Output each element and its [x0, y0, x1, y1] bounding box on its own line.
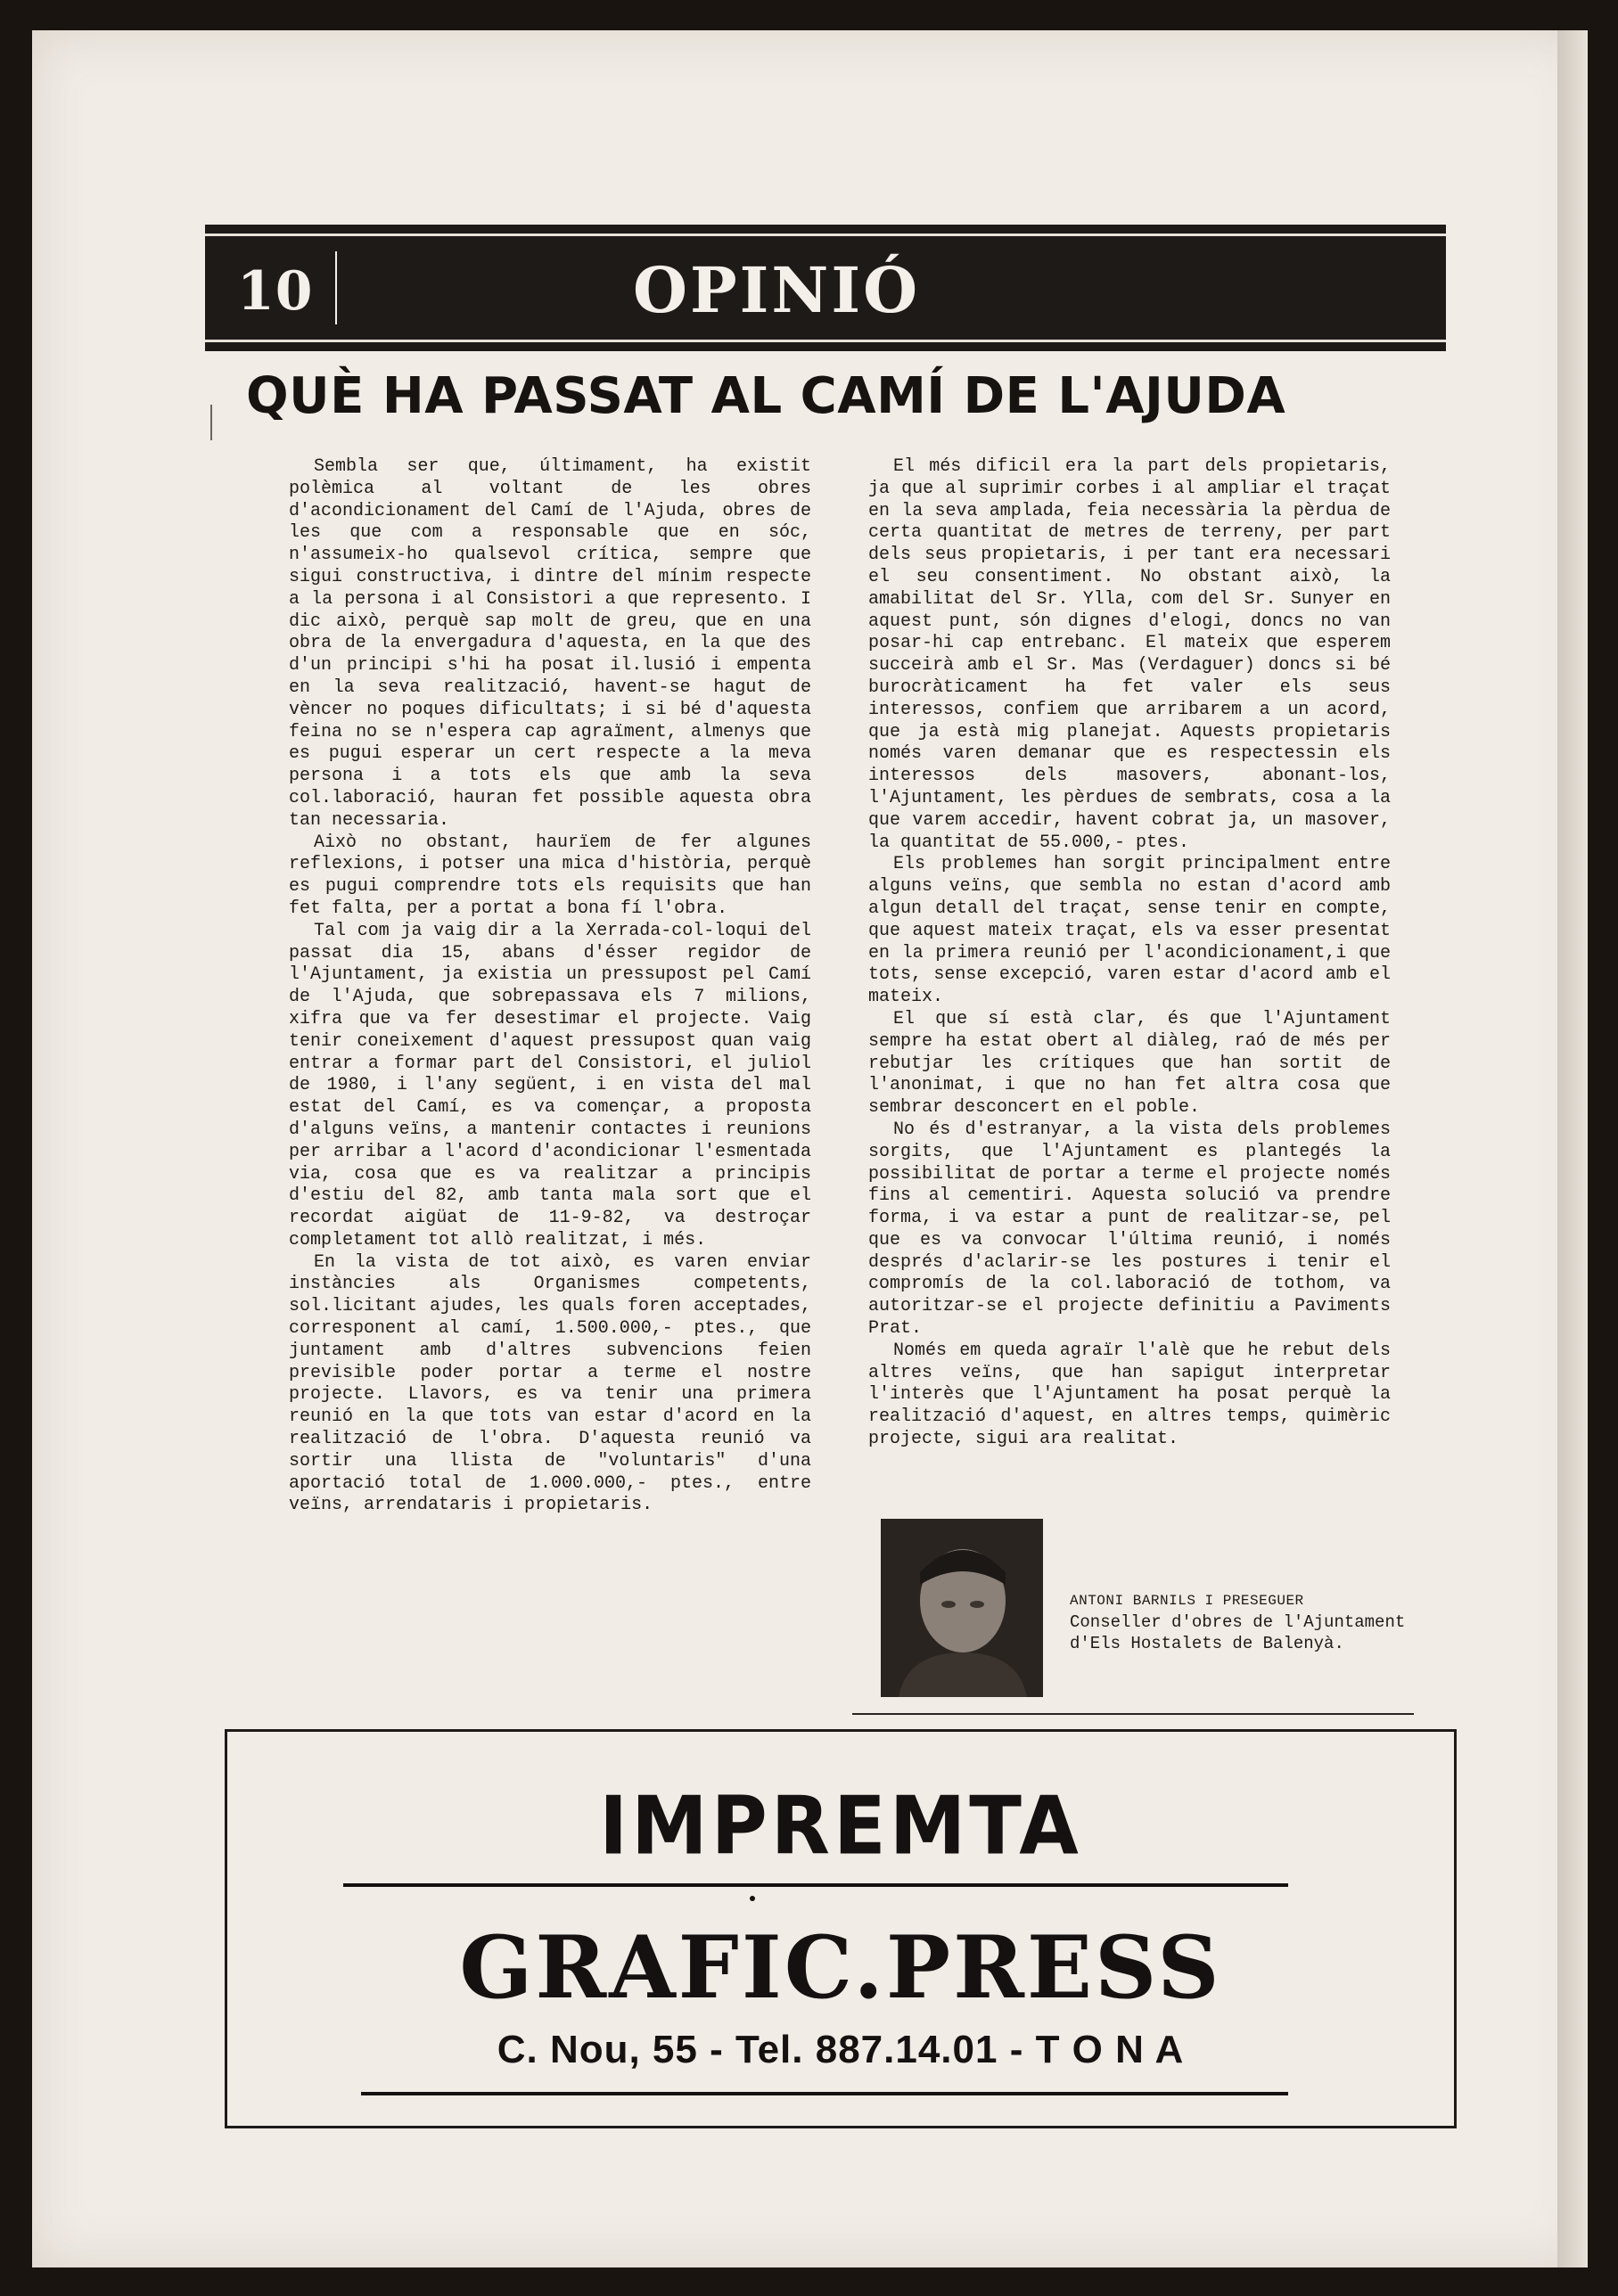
advertisement-box [225, 1729, 1457, 2128]
ad-rule-bottom [361, 2092, 1288, 2095]
author-photo [881, 1519, 1043, 1697]
author-portrait-graphic [881, 1519, 1043, 1697]
author-signature [1070, 1590, 1409, 1654]
author-role: Conseller d'obres de l'Ajuntament d'Els Hostalets de Balenyà. [1070, 1612, 1406, 1653]
ad-company-name: GRAFIC.PRESS [459, 1917, 1222, 2018]
margin-mark [210, 405, 212, 440]
header-rule-bottom [205, 340, 1446, 342]
article-paragraph: Els problemes han sorgit principalment entre alguns veïns, que sembla no estan d'acord amb algun detall del traçat, sense tenir en compte, que aquest mateix traçat, els va esser presentat en la primera reunió per l'acondicionament,i que tots, sense excepció, varen estar d'acord amb el mateix. [868, 854, 1391, 1008]
article-paragraph: El més dificil era la part dels propietaris, ja que al suprimir corbes i al ampliar el traçat en la seva amplada, feia necessària la pèrdua de certa quantitat de metres de terreny, per part dels seus propietaris, i per tant era necessari el seu consentiment. No obstant això, la amabilitat del Sr. Ylla, com del Sr. Sunyer en aquest punt, són dignes d'elogi, doncs no van posar-hi cap entrebanc. El mateix que esperem succeirà amb el Sr. Mas (Verdaguer) doncs si bé burocràticament ha fet valer els seus interessos, confiem que arribarem a un acord, que ja està mig planejat. Aquests propietaris només varen demanar que es respectessin els interessos dels masovers, abonant-los, l'Ajuntament, les pèrdues de sembrats, cosa a la que varem accedir, havent cobrat ja, un masover, la quantitat de 55.000,- ptes. [868, 456, 1391, 853]
section-header [205, 225, 1446, 351]
article-paragraph: Sembla ser que, últimament, ha existit polèmica al voltant de les obres d'acondicionament del Camí de l'Ajuda, obres de les que com a responsable que en sóc, n'assumeix-ho qualsevol crítica, sempre que sigui constructiva, i dintre del mínim respecte a la persona i al Consistori a que represento. I dic això, perquè sap molt de greu, que en una obra de la envergadura d'aquesta, en la que des d'un principi s'hi ha posat il.lusió i empenta en la seva realització, havent-se hagut de vèncer no poques dificultats; i si bé d'aquesta feina no se n'espera cap agraïment, almenys que es pugui esperar un cert respecte a la meva persona i a tots els que amb la seva col.laboració, hauran fet possible aquesta obra tan necessaria. [289, 456, 811, 831]
article-paragraph: Només em queda agraïr l'alè que he rebut dels altres veïns, que han sapigut interpretar l'interès que l'Ajuntament ha posat perquè la realització d'aquest, en altres temps, quimèric projecte, sigui ara realitat. [868, 1340, 1391, 1450]
article-paragraph: Això no obstant, haurïem de fer algunes reflexions, i potser una mica d'història, perquè es pugui comprendre tots els requisits que han fet falta, per a portat a bona fí l'obra. [289, 832, 811, 919]
article-paragraph: El que sí està clar, és que l'Ajuntament sempre ha estat obert al diàleg, raó de més per rebutjar les crítiques que han sortit de l'anonimat, i que no han fet altra cosa que sembrar desconcert en el poble. [868, 1008, 1391, 1119]
ad-rule-top [343, 1883, 1288, 1887]
author-name: ANTONI BARNILS I PRESEGUER [1070, 1593, 1304, 1609]
article-paragraph: Tal com ja vaig dir a la Xerrada-col-loqui del passat dia 15, abans d'ésser regidor de l'Ajuntament, ja existia un pressupost pel Camí de l'Ajuda, que sobrepassava els 7 milions, xifra que va fer desestimar el projecte. Vaig tenir coneixement d'aquest pressupost quan vaig entrar a formar part del Consistori, el juliol de 1980, i l'any següent, i en vista del mal estat del Camí, es va començar, a proposta d'alguns veïns, a mantenir contactes i reunions per arribar a l'acord d'acondicionar l'esmentada via, cosa que es va realitzar a principis d'estiu del 82, amb tanta mala sort que el recordat aigüat de 11-9-82, va destroçar completament tot allò realitzat, i més. [289, 920, 811, 1250]
article-paragraph: No és d'estranyar, a la vista dels problemes sorgits, que l'Ajuntament es plantegés la possibilitat de portar a terme el projecte només fins al cementiri. Aquesta solució va prendre forma, i va estar a punt de realitzar-se, pel que es va convocar l'última reunió, i només després d'aclarir-se les postures i tenir el compromís de la col.laboració de tothom, va autoritzar-se el projecte definitiu a Paviments Prat. [868, 1119, 1391, 1340]
section-title: OPINIÓ [633, 253, 921, 327]
header-rule-top [205, 234, 1446, 236]
magazine-page [32, 30, 1588, 2267]
ad-dot [750, 1896, 755, 1901]
article-headline: QUÈ HA PASSAT AL CAMÍ DE L'AJUDA [246, 367, 1286, 425]
ad-address: C. Nou, 55 - Tel. 887.14.01 - T O N A [497, 2028, 1185, 2071]
header-divider [335, 251, 337, 324]
article-column-left [289, 456, 811, 1517]
page-number: 10 [237, 260, 314, 323]
article-paragraph: En la vista de tot això, es varen enviar instàncies als Organismes competents, sol.licitant ajudes, les quals foren acceptades, corresponent al camí, 1.500.000,- ptes., que juntament amb d'altres subvencions feien previsible poder portar a terme el nostre projecte. Llavors, es va tenir una primera reunió en la que tots van estar d'acord en la realització de l'obra. D'aquesta reunió va sortir una llista de "voluntaris" d'una aportació total de 1.000.000,- ptes., entre veïns, arrendataris i propietaris. [289, 1251, 811, 1516]
article-column-right [868, 456, 1391, 1451]
signature-rule [852, 1713, 1414, 1715]
page-spine-edge [1557, 30, 1588, 2267]
ad-title: IMPREMTA [599, 1779, 1082, 1874]
